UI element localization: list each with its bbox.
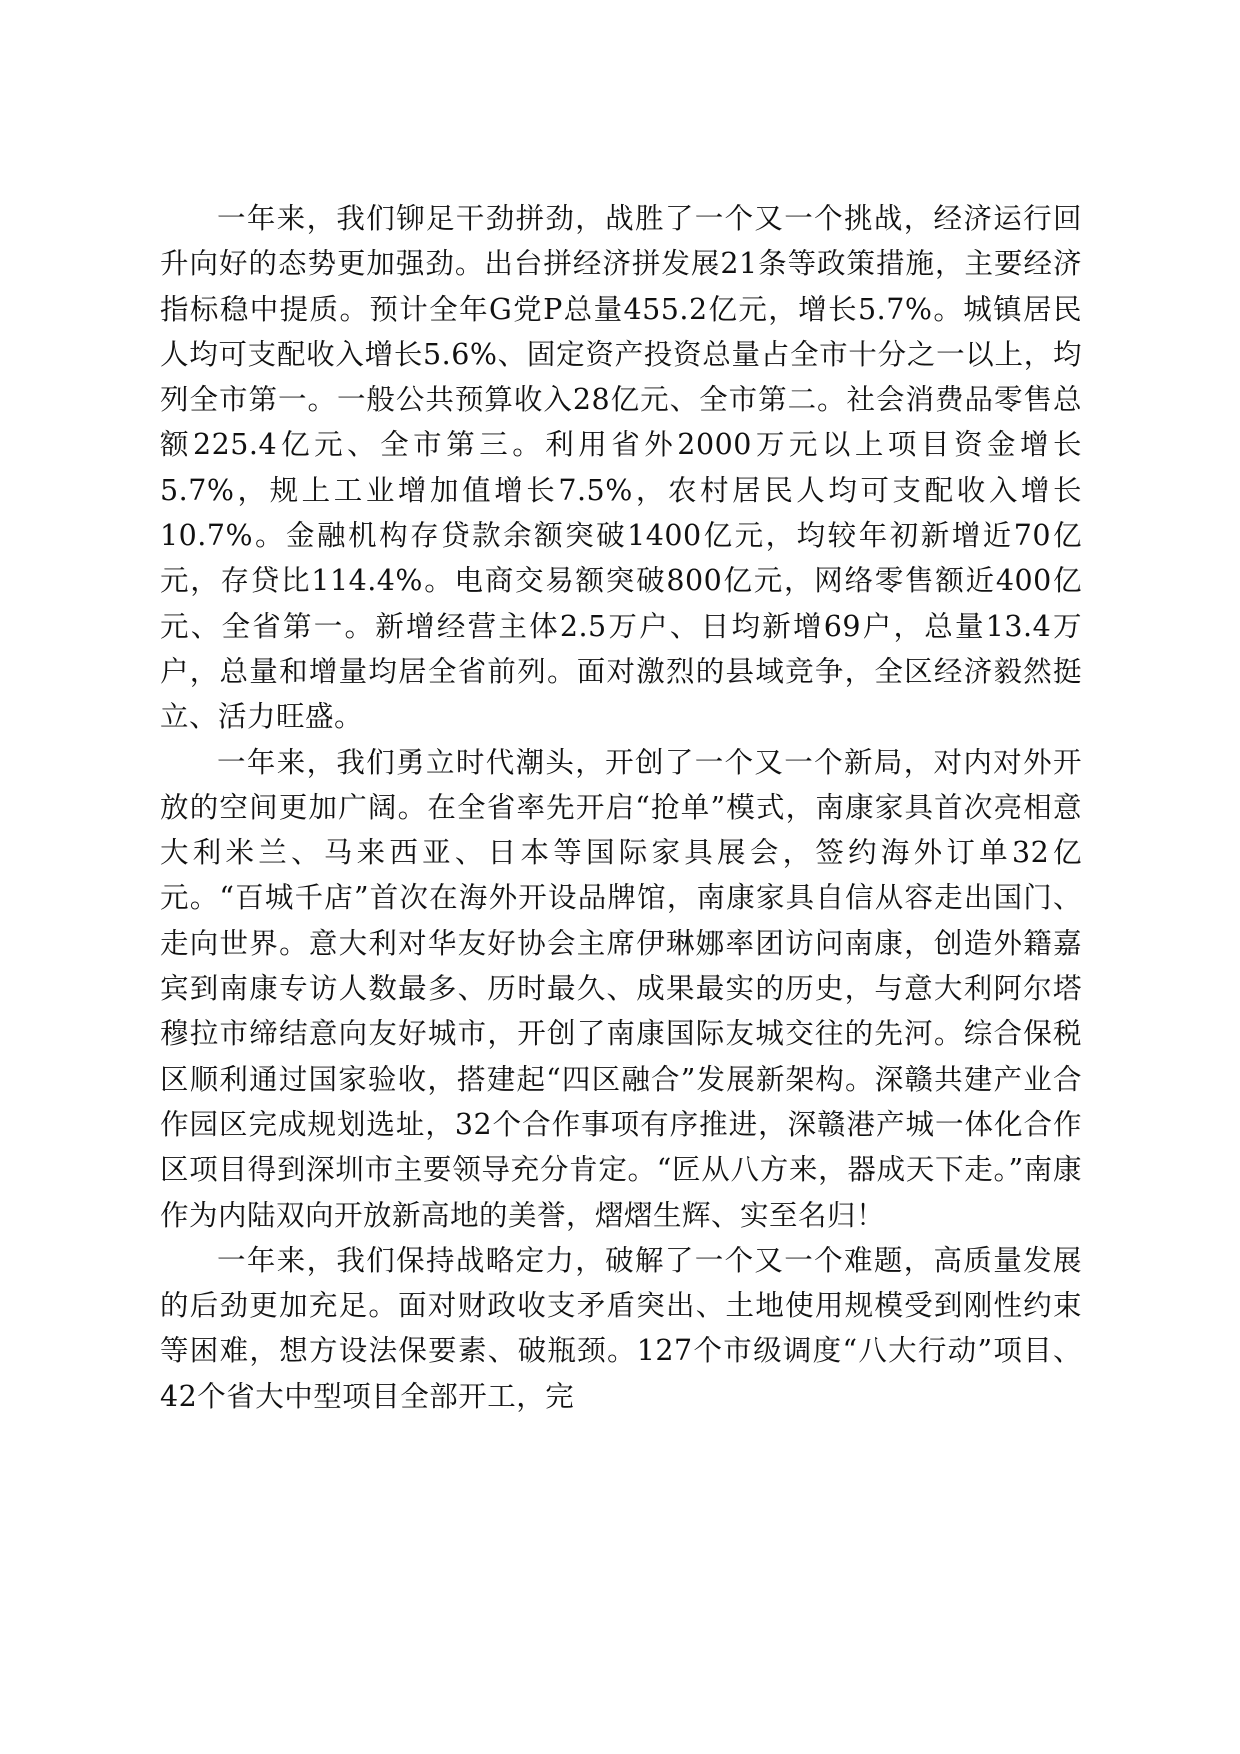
paragraph-development: 一年来，我们保持战略定力，破解了一个又一个难题，高质量发展的后劲更加充足。面对财政收支矛盾突出、土地使用规模受到刚性约束等困难，想方设法保要素、破瓶颈。127个市级调度“八大行动”项目、42个省大中型项目全部开工，完: [160, 1243, 1082, 1413]
paragraph-opening-up: 一年来，我们勇立时代潮头，开创了一个又一个新局，对内对外开放的空间更加广阔。在全省率先开启“抢单”模式，南康家具首次亮相意大利米兰、马来西亚、日本等国际家具展会，签约海外订单32亿元。“百城千店”首次在海外开设品牌馆，南康家具自信从容走出国门、走向世界。意大利对华友好协会主席伊琳娜率团访问南康，创造外籍嘉宾到南康专访人数最多、历时最久、成果最实的历史，与意大利阿尔塔穆拉市缔结意向友好城市，开创了南康国际友城交往的先河。综合保税区顺利通过国家验收，搭建起“四区融合”发展新架构。深赣共建产业合作园区完成规划选址，32个合作事项有序推进，深赣港产城一体化合作区项目得到深圳市主要领导充分肯定。“匠从八方来，器成天下走。”南康作为内陆双向开放新高地的美誉，熠熠生辉、实至名归！: [160, 745, 1082, 1232]
document-body: [160, 196, 1082, 1419]
paragraph-economy: 一年来，我们铆足干劲拼劲，战胜了一个又一个挑战，经济运行回升向好的态势更加强劲。出台拼经济拼发展21条等政策措施，主要经济指标稳中提质。预计全年G党P总量455.2亿元，增长5.7%。城镇居民人均可支配收入增长5.6%、固定资产投资总量占全市十分之一以上，均列全市第一。一般公共预算收入28亿元、全市第二。社会消费品零售总额225.4亿元、全市第三。利用省外2000万元以上项目资金增长5.7%，规上工业增加值增长7.5%，农村居民人均可支配收入增长10.7%。金融机构存贷款余额突破1400亿元，均较年初新增近70亿元，存贷比114.4%。电商交易额突破800亿元，网络零售额近400亿元、全省第一。新增经营主体2.5万户、日均新增69户，总量13.4万户，总量和增量均居全省前列。面对激烈的县域竞争，全区经济毅然挺立、活力旺盛。: [160, 202, 1082, 734]
